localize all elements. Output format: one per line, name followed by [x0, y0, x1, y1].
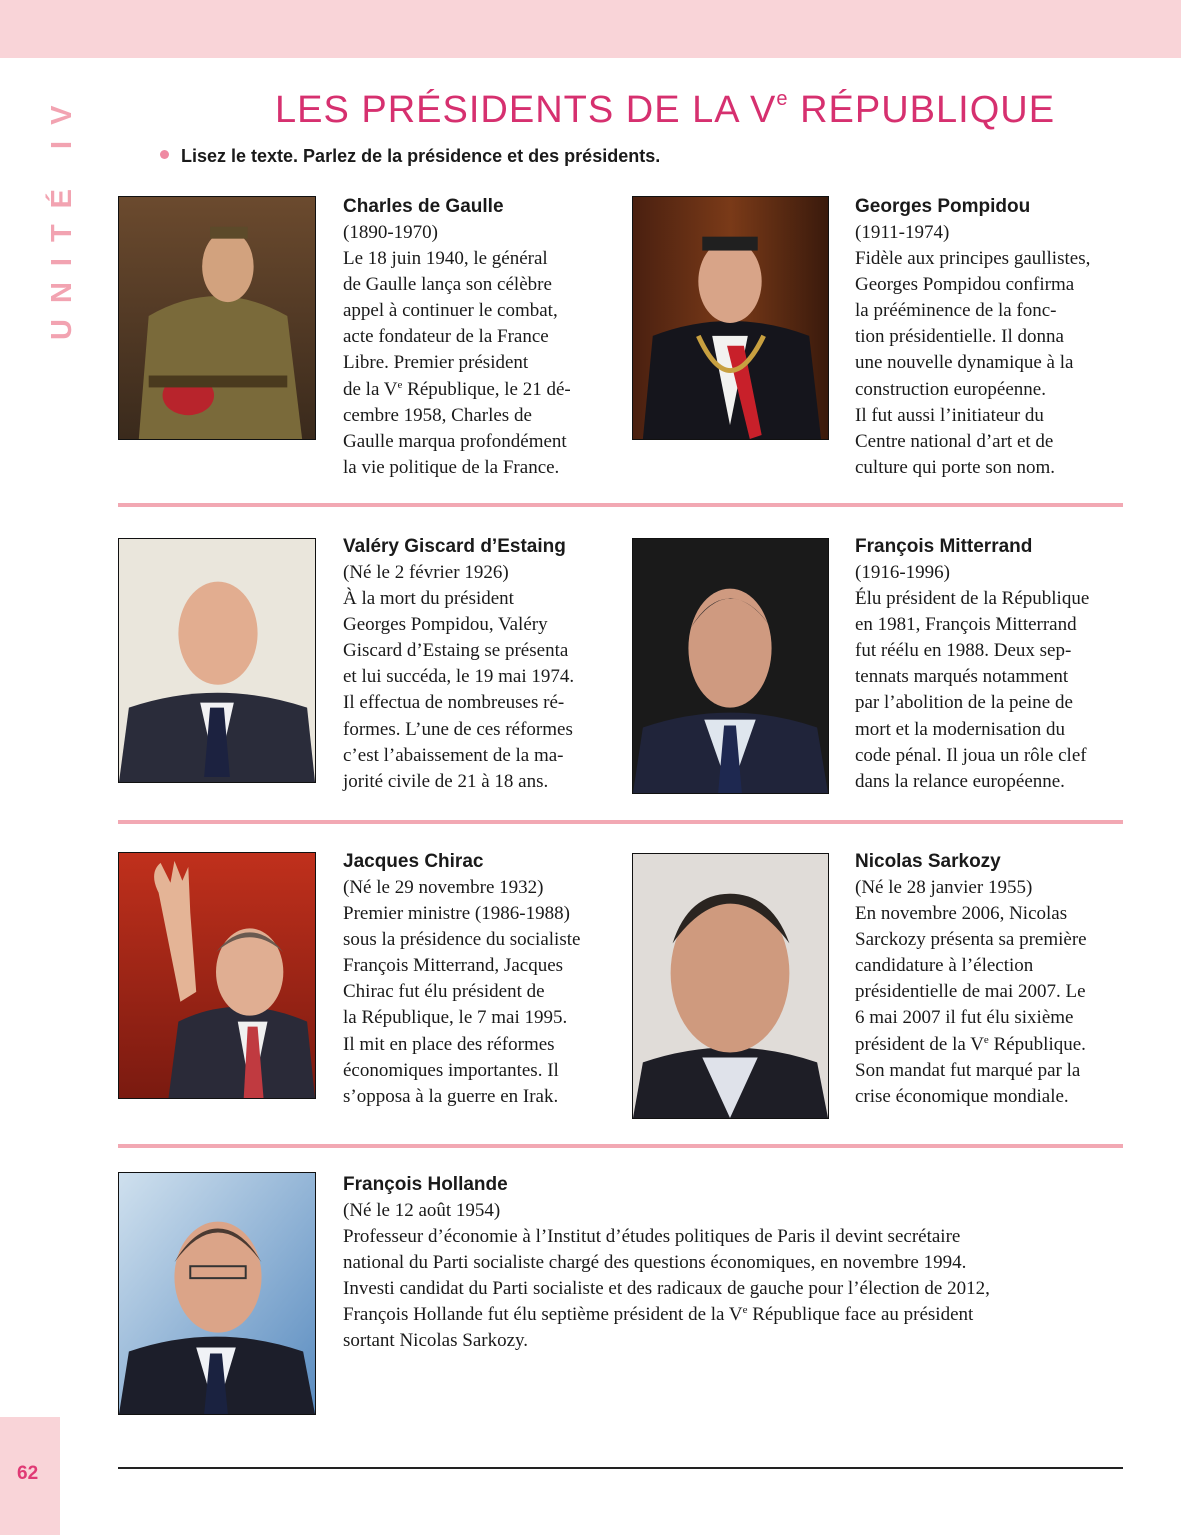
president-dates: (1890-1970) [343, 222, 438, 243]
bio-line: Le 18 juin 1940, le général [343, 248, 548, 270]
bio-line: une nouvelle dynamique à la [855, 352, 1074, 374]
bio-line: construction européenne. [855, 378, 1046, 400]
bio-line: culture qui porte son nom. [855, 456, 1055, 478]
photo-mitterrand [632, 538, 829, 794]
photo-de-gaulle [118, 196, 316, 440]
page-number: 62 [17, 1463, 39, 1484]
bio-pompidou [855, 194, 1130, 481]
bio-line: sortant Nicolas Sarkozy. [343, 1330, 529, 1352]
bio-line: Gaulle marqua profondément [343, 430, 567, 452]
president-dates: (1911-1974) [855, 222, 950, 243]
bio-line: En novembre 2006, Nicolas [855, 903, 1068, 925]
bio-line: économiques importantes. Il [343, 1059, 559, 1081]
bio-line: dans la relance européenne. [855, 770, 1065, 792]
bio-line: tion présidentielle. Il donna [855, 326, 1064, 348]
bio-line: en 1981, François Mitterrand [855, 614, 1077, 636]
bio-line: crise économique mondiale. [855, 1085, 1069, 1107]
bio-line: code pénal. Il joua un rôle clef [855, 744, 1087, 766]
bio-line: Chirac fut élu président de [343, 981, 545, 1003]
bio-mitterrand [855, 534, 1135, 795]
bio-de-gaulle [343, 194, 613, 481]
bio-line: s’opposa à la guerre en Irak. [343, 1085, 559, 1107]
president-name: Charles de Gaulle [343, 196, 504, 217]
photo-giscard [118, 538, 316, 783]
president-dates: (Né le 28 janvier 1955) [855, 877, 1033, 898]
bio-line: sous la présidence du socialiste [343, 929, 581, 951]
bio-line: Premier ministre (1986-1988) [343, 903, 570, 925]
bio-line: Élu président de la République [855, 588, 1090, 610]
president-name: François Hollande [343, 1174, 508, 1195]
section-divider [118, 1144, 1123, 1148]
bio-line: François Hollande fut élu septième président de la Ve République face au président [343, 1304, 974, 1326]
bio-line: Il mit en place des réformes [343, 1033, 555, 1055]
title-end: RÉPUBLIQUE [788, 89, 1056, 131]
bio-chirac [343, 849, 623, 1110]
bio-line: la République, le 7 mai 1995. [343, 1007, 568, 1029]
president-name: Jacques Chirac [343, 851, 484, 872]
president-dates: (Né le 29 novembre 1932) [343, 877, 544, 898]
title-main: LES PRÉSIDENTS DE LA V [275, 89, 777, 131]
bio-line: Libre. Premier président [343, 352, 529, 374]
bio-line: président de la Ve République. [855, 1033, 1086, 1055]
bio-line: Georges Pompidou, Valéry [343, 614, 548, 636]
instruction-text: Lisez le texte. Parlez de la présidence et des présidents. [181, 146, 661, 166]
bio-line: mort et la modernisation du [855, 718, 1066, 740]
president-dates: (1916-1996) [855, 562, 950, 583]
bio-line: de Gaulle lança son célèbre [343, 274, 552, 296]
bio-line: appel à continuer le combat, [343, 300, 558, 322]
bio-line: de la Ve République, le 21 dé- [343, 378, 571, 400]
photo-chirac [118, 852, 316, 1099]
bio-line: À la mort du président [343, 588, 514, 610]
page-title [275, 88, 1056, 132]
bio-line: 6 mai 2007 il fut élu sixième [855, 1007, 1074, 1029]
bio-line: Il fut aussi l’initiateur du [855, 404, 1044, 426]
photo-sarkozy [632, 853, 829, 1119]
photo-hollande [118, 1172, 316, 1415]
bio-line: c’est l’abaissement de la ma- [343, 744, 564, 766]
bio-line: la prééminence de la fonc- [855, 300, 1057, 322]
bio-sarkozy [855, 849, 1135, 1110]
bio-line: Giscard d’Estaing se présenta [343, 640, 569, 662]
bio-line: acte fondateur de la France [343, 326, 549, 348]
bio-line: Fidèle aux principes gaullistes, [855, 248, 1091, 270]
president-name: François Mitterrand [855, 536, 1033, 557]
bio-line: par l’abolition de la peine de [855, 692, 1073, 714]
bio-line: présidentielle de mai 2007. Le [855, 981, 1086, 1003]
bio-line: Il effectua de nombreuses ré- [343, 692, 565, 714]
bio-line: Investi candidat du Parti socialiste et des radicaux de gauche pour l’élection de 2012, [343, 1278, 990, 1300]
bio-hollande [343, 1172, 1123, 1355]
instruction [160, 146, 660, 167]
top-band [0, 0, 1181, 58]
bio-line: tennats marqués notamment [855, 666, 1069, 688]
bio-line: Centre national d’art et de [855, 430, 1054, 452]
photo-pompidou [632, 196, 829, 440]
bio-line: candidature à l’élection [855, 955, 1034, 977]
title-sup: e [776, 88, 789, 110]
bio-line: cembre 1958, Charles de [343, 404, 532, 426]
unit-label: UNITÉ IV [46, 89, 78, 340]
bio-line: Georges Pompidou confirma [855, 274, 1075, 296]
president-name: Nicolas Sarkozy [855, 851, 1001, 872]
section-divider [118, 820, 1123, 824]
bottom-rule [118, 1467, 1123, 1469]
president-dates: (Né le 2 février 1926) [343, 562, 509, 583]
bullet-icon [160, 150, 169, 159]
bio-line: Son mandat fut marqué par la [855, 1059, 1081, 1081]
president-dates: (Né le 12 août 1954) [343, 1200, 501, 1221]
bio-line: formes. L’une de ces réformes [343, 718, 573, 740]
president-name: Valéry Giscard d’Estaing [343, 536, 566, 557]
president-name: Georges Pompidou [855, 196, 1031, 217]
bio-line: Sarckozy présenta sa première [855, 929, 1087, 951]
bio-line: fut réélu en 1988. Deux sep- [855, 640, 1072, 662]
bio-line: national du Parti socialiste chargé des questions économiques, en novembre 1994. [343, 1252, 967, 1274]
bio-line: François Mitterrand, Jacques [343, 955, 564, 977]
bio-line: et lui succéda, le 19 mai 1974. [343, 666, 575, 688]
bio-line: Professeur d’économie à l’Institut d’études politiques de Paris il devint secrétaire [343, 1226, 961, 1248]
section-divider [118, 503, 1123, 507]
bio-line: jorité civile de 21 à 18 ans. [343, 770, 549, 792]
bio-line: la vie politique de la France. [343, 456, 560, 478]
bio-giscard [343, 534, 618, 795]
